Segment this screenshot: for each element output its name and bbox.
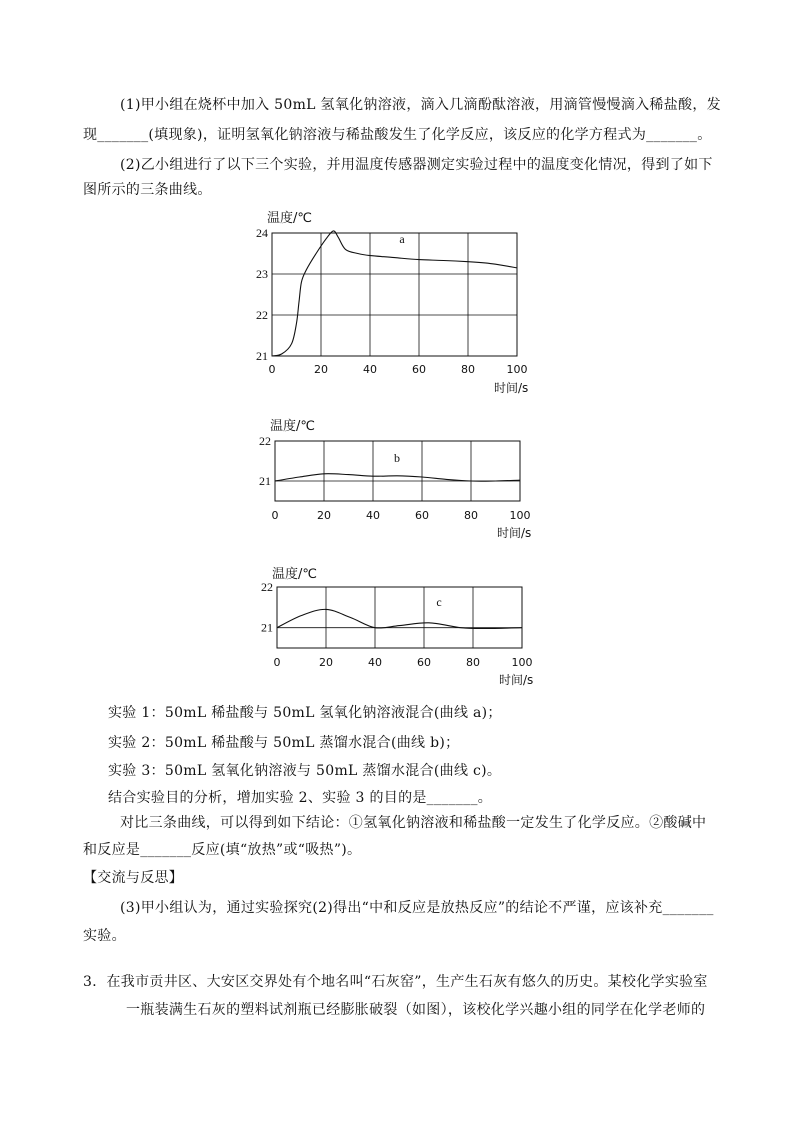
y-tick-label: 22 — [261, 580, 273, 594]
x-tick-label: 20 — [317, 509, 331, 522]
q2-text-line: (2)乙小组进行了以下三个实验，并用温度传感器测定实验过程中的温度变化情况，得到了如下 — [120, 157, 713, 173]
x-axis-label: 时间/s — [499, 673, 534, 687]
series-line-a — [272, 231, 517, 356]
x-tick-label: 40 — [363, 363, 377, 376]
q2-text-line: 图所示的三条曲线。 — [83, 182, 212, 198]
x-tick-label: 60 — [415, 509, 429, 522]
purpose-question: 结合实验目的分析，增加实验 2、实验 3 的目的是_______。 — [108, 790, 493, 806]
x-tick-label: 80 — [464, 509, 478, 522]
x-tick-label: 100 — [506, 363, 528, 376]
x-tick-label: 80 — [466, 656, 480, 669]
x-tick-label: 40 — [366, 509, 380, 522]
x-tick-label: 60 — [417, 656, 431, 669]
series-line-c — [277, 609, 522, 628]
x-tick-label: 100 — [509, 509, 531, 522]
y-axis-label: 温度/℃ — [267, 211, 312, 226]
question-3-text-line: 一瓶装满生石灰的塑料试剂瓶已经膨胀破裂（如图），该校化学兴趣小组的同学在化学老师的 — [126, 1002, 706, 1018]
conclusion-text-line: 和反应是_______反应(填“放热”或“吸热”)。 — [83, 842, 362, 858]
y-axis-label: 温度/℃ — [270, 419, 315, 434]
x-tick-label: 80 — [461, 363, 475, 376]
conclusion-text-line: 对比三条曲线，可以得到如下结论：①氢氧化钠溶液和稀盐酸一定发生了化学反应。②酸碱中 — [120, 815, 707, 831]
y-tick-label: 22 — [259, 434, 271, 448]
chart-frame — [275, 441, 520, 501]
x-axis-label: 时间/s — [494, 381, 529, 395]
x-tick-label: 20 — [314, 363, 328, 376]
x-tick-label: 20 — [319, 656, 333, 669]
y-axis-label: 温度/℃ — [272, 567, 317, 582]
experiment-2-text: 实验 2：50mL 稀盐酸与 50mL 蒸馏水混合(曲线 b)； — [108, 735, 460, 751]
series-line-b — [275, 474, 520, 481]
experiment-3-text: 实验 3：50mL 氢氧化钠溶液与 50mL 蒸馏水混合(曲线 c)。 — [108, 763, 502, 779]
x-tick-label: 0 — [273, 656, 281, 669]
question-3-text-line: 3．在我市贡井区、大安区交界处有个地名叫“石灰窑”，生产生石灰有悠久的历史。某校化学实验室 — [83, 974, 708, 990]
y-tick-label: 23 — [256, 267, 268, 281]
experiment-1-text: 实验 1：50mL 稀盐酸与 50mL 氢氧化钠溶液混合(曲线 a)； — [108, 705, 502, 721]
y-tick-label: 24 — [256, 226, 268, 240]
curve-label: c — [436, 595, 442, 609]
q1-text-line: 现_______(填现象)，证明氢氧化钠溶液与稀盐酸发生了化学反应，该反应的化学方程式为_______。 — [83, 127, 712, 143]
x-tick-label: 100 — [511, 656, 533, 669]
x-tick-label: 40 — [368, 656, 382, 669]
curve-label: b — [394, 451, 400, 465]
chart-frame — [272, 233, 517, 356]
q3-text-line: 实验。 — [83, 928, 126, 944]
x-axis-label: 时间/s — [497, 526, 532, 540]
y-tick-label: 21 — [259, 474, 271, 488]
x-tick-label: 60 — [412, 363, 426, 376]
y-tick-label: 21 — [261, 620, 273, 635]
y-tick-label: 21 — [256, 349, 268, 363]
curve-label: a — [399, 232, 405, 246]
section-heading: 【交流与反思】 — [83, 870, 184, 886]
chart-frame — [277, 587, 522, 648]
q1-text-line: (1)甲小组在烧杯中加入 50mL 氢氧化钠溶液，滴入几滴酚酞溶液，用滴管慢慢滴入稀盐酸，发 — [120, 97, 721, 113]
x-tick-label: 0 — [268, 363, 276, 376]
y-tick-label: 22 — [256, 308, 268, 322]
x-tick-label: 0 — [271, 509, 279, 522]
q3-text-line: (3)甲小组认为，通过实验探究(2)得出“中和反应是放热反应”的结论不严谨，应该补充_______ — [120, 900, 714, 916]
